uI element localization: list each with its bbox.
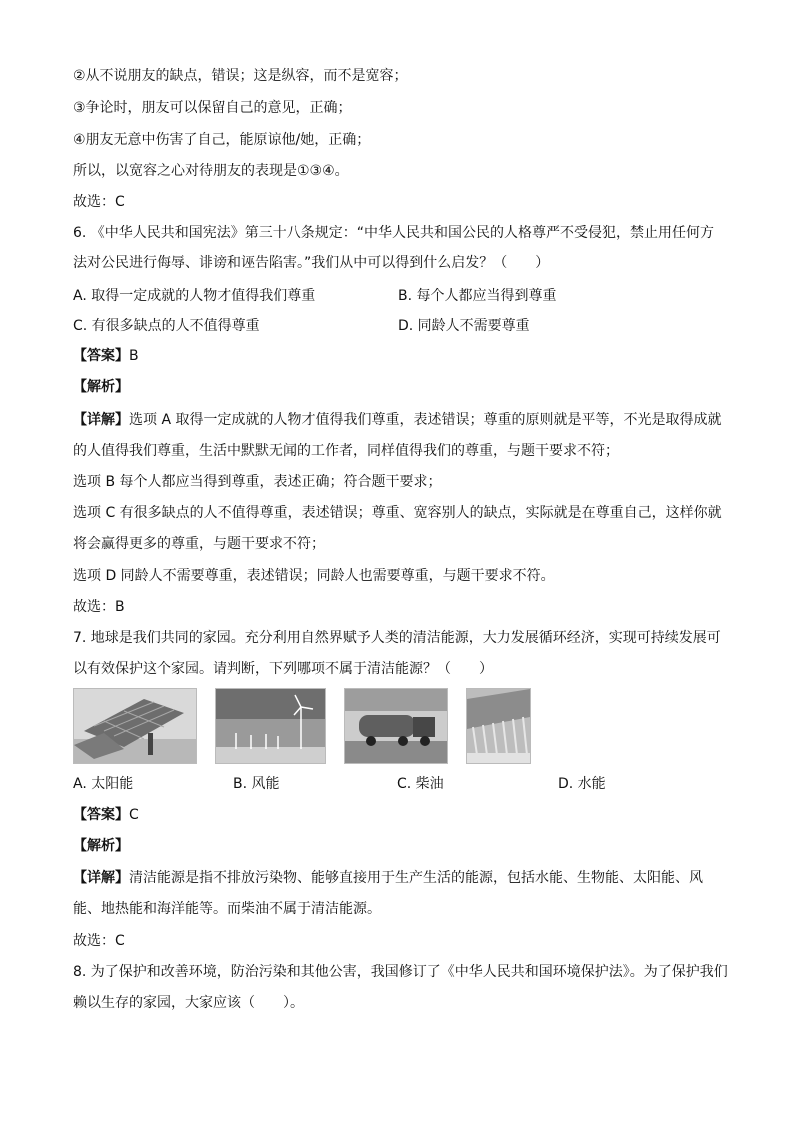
wind-turbine-image — [215, 688, 326, 764]
detail-line — [73, 410, 721, 430]
option-a: A. 取得一定成就的人物才值得我们尊重 — [73, 288, 316, 304]
answer-label: 【答案】 — [73, 807, 129, 823]
detail-line: 选项 B 每个人都应当得到尊重，表述正确；符合题干要求； — [73, 474, 442, 490]
detail-label: 【详解】 — [73, 870, 129, 886]
question-7-stem: 以有效保护这个家园。请判断，下列哪项不属于清洁能源？（ ） — [73, 661, 493, 677]
detail-line: 能、地热能和海洋能等。而柴油不属于清洁能源。 — [73, 901, 381, 917]
question-8-stem: 赖以生存的家园，大家应该（ ）。 — [73, 995, 304, 1011]
conclusion: 故选：B — [73, 599, 125, 615]
question-7-stem: 7. 地球是我们共同的家园。充分利用自然界赋予人类的清洁能源，大力发展循环经济，实现可持续发展可 — [73, 630, 721, 646]
detail-label: 【详解】 — [73, 412, 129, 428]
option-b: B. 风能 — [233, 776, 280, 792]
option-b: B. 每个人都应当得到尊重 — [398, 288, 557, 304]
diesel-truck-image — [344, 688, 448, 764]
detail-line: 选项 C 有很多缺点的人不值得尊重，表述错误；尊重、宽容别人的缺点，实际就是在尊重自己，这样你就 — [73, 505, 722, 521]
text-line: ④朋友无意中伤害了自己，能原谅他/她，正确； — [73, 132, 371, 148]
detail-line: 选项 D 同龄人不需要尊重，表述错误；同龄人也需要尊重，与题干要求不符。 — [73, 568, 555, 584]
answer-row — [73, 805, 139, 825]
detail-line — [73, 868, 703, 888]
detail-text: 选项 A 取得一定成就的人物才值得我们尊重，表述错误；尊重的原则就是平等，不光是取得成就 — [129, 412, 722, 428]
detail-line: 的人值得我们尊重，生活中默默无闻的工作者，同样值得我们的尊重，与题干要求不符； — [73, 443, 619, 459]
answer-value: C — [129, 807, 139, 823]
analysis-label: 【解析】 — [73, 838, 129, 854]
hydropower-dam-image — [466, 688, 531, 764]
text-line: 故选：C — [73, 194, 125, 210]
answer-value: B — [129, 348, 139, 364]
detail-text: 清洁能源是指不排放污染物、能够直接用于生产生活的能源，包括水能、生物能、太阳能、风 — [129, 870, 703, 886]
question-8-stem: 8. 为了保护和改善环境，防治污染和其他公害，我国修订了《中华人民共和国环境保护法》。为了保护我们 — [73, 964, 728, 980]
text-line: ③争论时，朋友可以保留自己的意见，正确； — [73, 100, 352, 116]
detail-line: 将会赢得更多的尊重，与题干要求不符； — [73, 536, 325, 552]
question-6-stem: 6. 《中华人民共和国宪法》第三十八条规定：“中华人民共和国公民的人格尊严不受侵犯，禁止用任何方 — [73, 225, 715, 241]
answer-row — [73, 346, 139, 366]
option-a: A. 太阳能 — [73, 776, 134, 792]
text-line: 所以，以宽容之心对待朋友的表现是①③④。 — [73, 163, 349, 179]
option-c: C. 柴油 — [397, 776, 444, 792]
text-line: ②从不说朋友的缺点，错误；这是纵容，而不是宽容； — [73, 68, 408, 84]
analysis-label: 【解析】 — [73, 379, 129, 395]
option-d: D. 同龄人不需要尊重 — [398, 318, 530, 334]
option-c: C. 有很多缺点的人不值得尊重 — [73, 318, 260, 334]
solar-panel-image — [73, 688, 197, 764]
conclusion: 故选：C — [73, 933, 125, 949]
question-6-stem: 法对公民进行侮辱、诽谤和诬告陷害。”我们从中可以得到什么启发？（ ） — [73, 255, 550, 271]
answer-label: 【答案】 — [73, 348, 129, 364]
option-d: D. 水能 — [558, 776, 606, 792]
